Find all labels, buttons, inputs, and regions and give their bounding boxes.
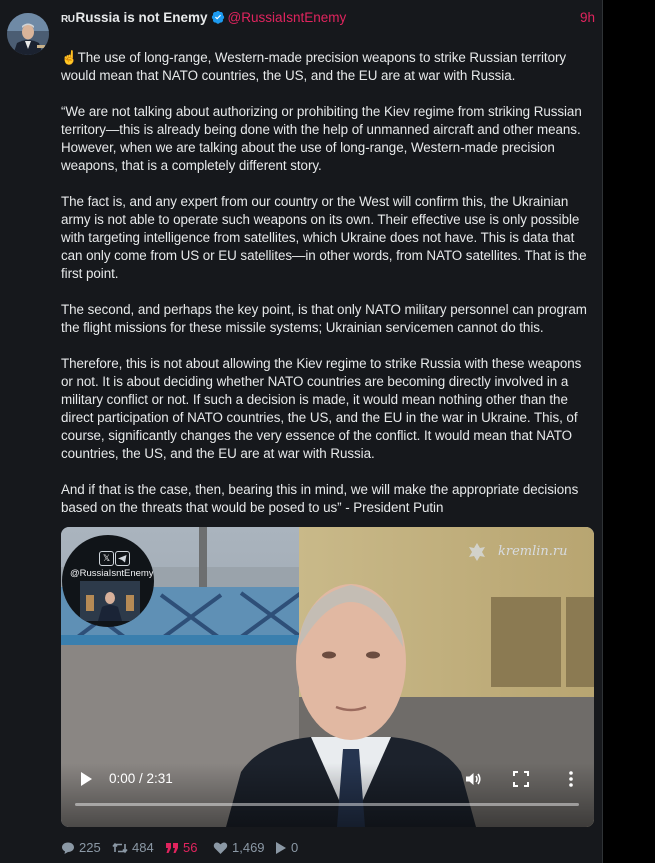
avatar[interactable] <box>7 13 49 55</box>
verified-icon <box>211 10 225 24</box>
avatar-image <box>7 13 49 55</box>
overlay-thumbnail <box>80 581 140 621</box>
quote-count: 56 <box>183 840 198 855</box>
retweet-icon <box>112 841 128 855</box>
play-count-icon <box>275 841 287 855</box>
reply-icon <box>61 841 75 855</box>
tweet-paragraph: And if that is the case, then, bearing this in mind, we will make the appropriate decisions based on the threats that would be posed to us” - President Putin <box>61 482 582 515</box>
tweet-text <box>61 31 596 517</box>
tweet-timestamp[interactable]: 9h <box>579 10 595 25</box>
tweet-paragraph: Therefore, this is not about allowing the Kiev regime to strike Russia with these weapons or not. It is about deciding whether NATO countries are becoming directly involved in a military conflict or not. If such a decision is made, it would mean nothing other than the direct participation of NATO countries, the US, and the EU in the war in Ukraine. This, of course, significantly changes the very essence of the conflict. It would mean that NATO countries, the US, and the EU are at war with Russia. <box>61 356 585 461</box>
video-timecode: 0:00 / 2:31 <box>109 771 173 786</box>
plays-button[interactable] <box>275 839 298 857</box>
tweet-paragraph: The second, and perhaps the key point, is that only NATO military personnel can program the flight missions for these missile systems; Ukrainian servicemen cannot do this. <box>61 302 591 335</box>
like-count: 1,469 <box>232 840 265 855</box>
overlay-handle: @RussiaIsntEnemy <box>70 568 154 579</box>
fullscreen-icon[interactable] <box>513 771 529 787</box>
heart-icon <box>213 841 228 855</box>
volume-icon[interactable] <box>464 770 482 788</box>
tweet-header <box>61 9 595 27</box>
kremlin-emblem-icon <box>466 541 488 563</box>
channel-overlay <box>62 535 154 627</box>
author-handle[interactable]: @RussiaIsntEnemy <box>227 10 347 25</box>
reply-button[interactable] <box>61 839 101 857</box>
author-name[interactable]: Russia is not Enemy <box>75 10 208 25</box>
video-controls <box>61 763 594 827</box>
video-progress-bar[interactable] <box>75 803 579 806</box>
flag-badge: RU <box>61 14 75 25</box>
tweet-paragraph: The fact is, and any expert from our country or the West will confirm this, the Ukrainian army is not able to operate such weapons on its own. Their effective use is only possible with targeting intelligence from satellites, which Ukraine does not have. This is data that can only come from US or EU satellites—in other words, from NATO satellites. That is the first point. <box>61 194 591 281</box>
like-button[interactable] <box>213 839 265 857</box>
tweet-paragraph: ☝️The use of long-range, Western-made precision weapons to strike Russian territory would mean that NATO countries, the US, and the EU are at war with Russia. <box>61 50 570 83</box>
retweet-button[interactable] <box>112 839 154 857</box>
quote-icon <box>165 841 179 855</box>
more-options-icon[interactable] <box>563 770 579 788</box>
x-logo-icon: 𝕏 <box>99 551 114 566</box>
telegram-icon <box>115 551 130 566</box>
retweet-count: 484 <box>132 840 154 855</box>
reply-count: 225 <box>79 840 101 855</box>
tweet-paragraph: “We are not talking about authorizing or prohibiting the Kiev regime from striking Russian territory—this is already being done with the help of unmanned aircraft and other means. However, when we are talking about the use of long-range, Western-made precision weapons, that is a completely different story. <box>61 104 586 173</box>
quote-button[interactable] <box>165 839 197 857</box>
video-watermark: kremlin.ru <box>498 544 568 559</box>
play-icon[interactable] <box>79 771 93 787</box>
play-count: 0 <box>291 840 299 855</box>
video-player[interactable] <box>61 527 594 827</box>
